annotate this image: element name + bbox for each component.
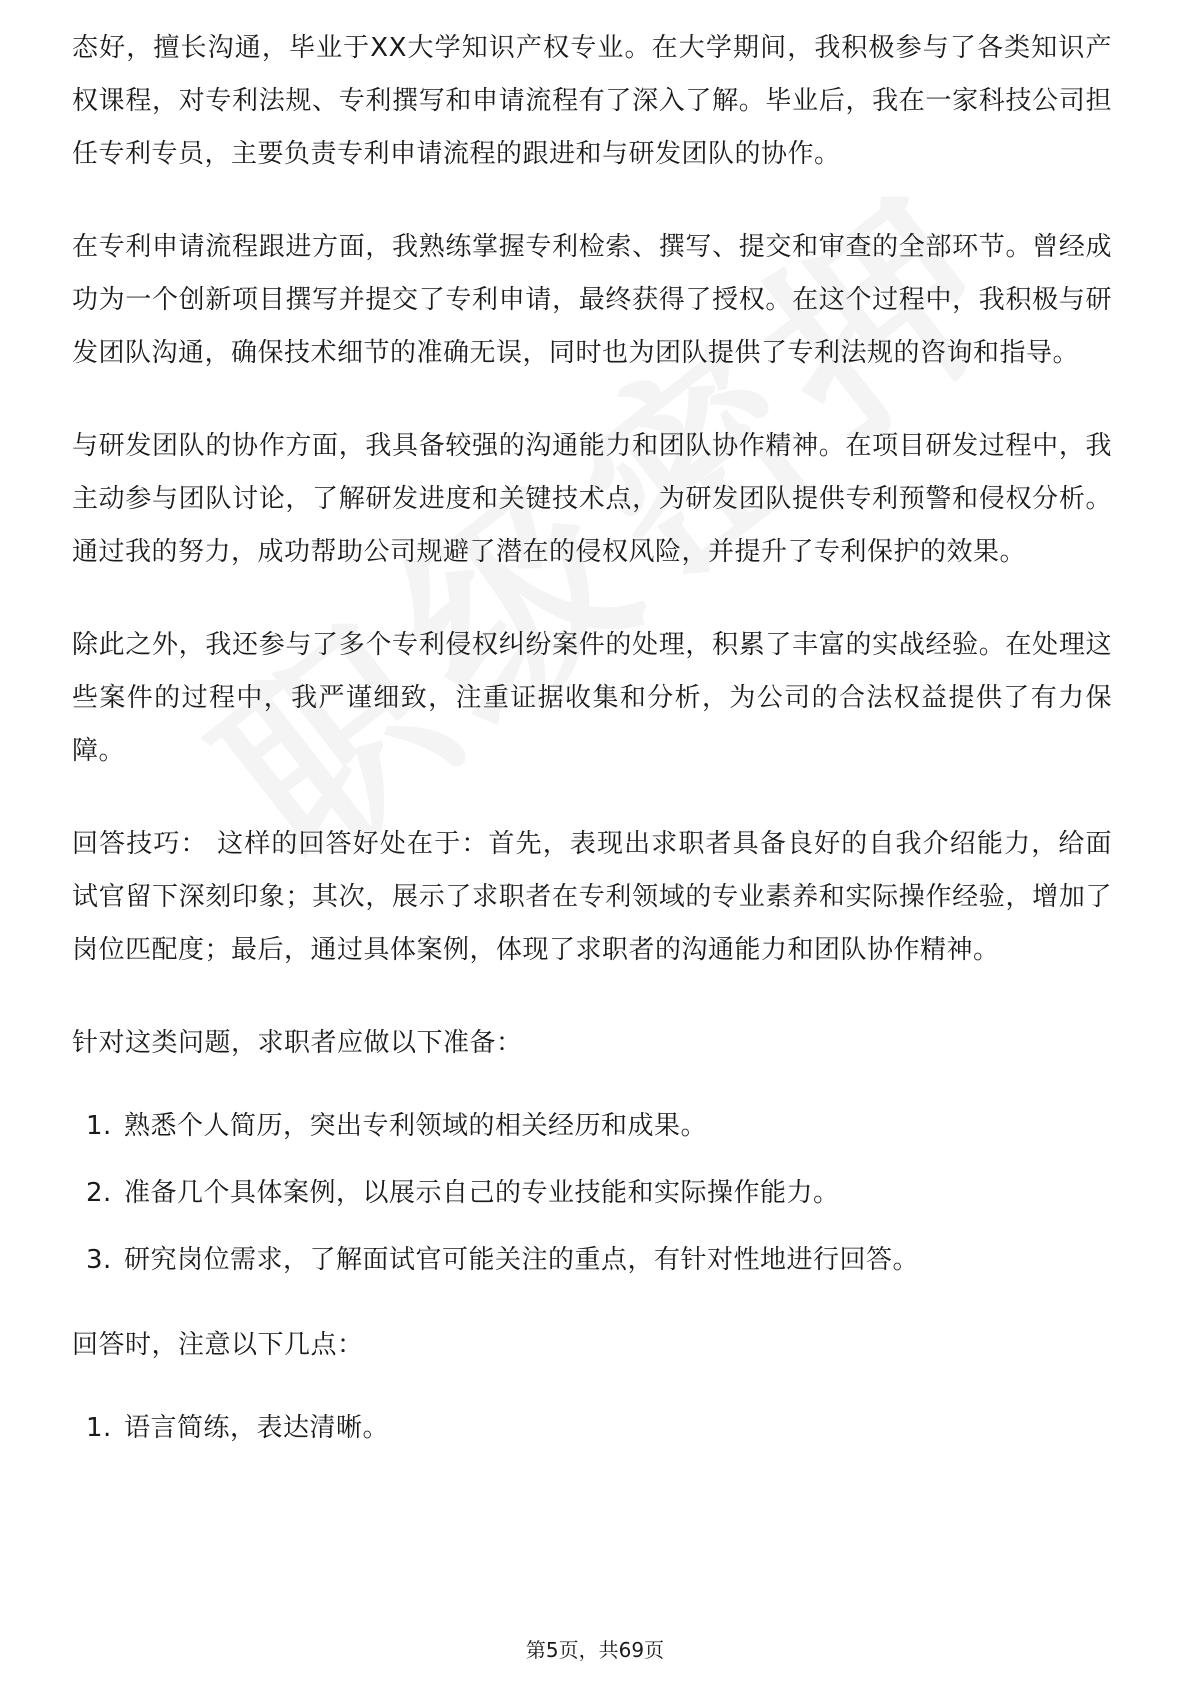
list-item (86, 1100, 1112, 1153)
list-item-text: 研究岗位需求，了解面试官可能关注的重点，有针对性地进行回答。 (124, 1245, 920, 1275)
paragraph-infringement-cases: 除此之外，我还参与了多个专利侵权纠纷案件的处理，积累了丰富的实战经验。在处理这些案件的过程中，我严谨细致，注重证据收集和分析，为公司的合法权益提供了有力保障。 (72, 630, 1112, 766)
page-number-footer: 第5页，共69页 (525, 1638, 665, 1662)
page-content (72, 22, 1112, 1487)
list-item (86, 1234, 1112, 1287)
paragraph-team-collaboration: 与研发团队的协作方面，我具备较强的沟通能力和团队协作精神。在项目研发过程中，我主动参与团队讨论，了解研发进度和关键技术点，为研发团队提供专利预警和侵权分析。通过我的努力，成功帮助公司规避了潜在的侵权风险，并提升了专利保护的效果。 (72, 431, 1112, 567)
paragraph-answer-tips: 回答技巧： 这样的回答好处在于：首先，表现出求职者具备良好的自我介绍能力，给面试官留下深刻印象；其次，展示了求职者在专利领域的专业素养和实际操作经验，增加了岗位匹配度；最后，通过具体案例，体现了求职者的沟通能力和团队协作精神。 (72, 829, 1112, 965)
list-item-number: 1. (86, 1413, 112, 1443)
list-item-text: 语言简练，表达清晰。 (124, 1413, 390, 1443)
list-item (86, 1402, 1112, 1455)
paragraph-intro-continued: 态好，擅长沟通，毕业于XX大学知识产权专业。在大学期间，我积极参与了各类知识产权课程，对专利法规、专利撰写和申请流程有了深入了解。毕业后，我在一家科技公司担任专利专员，主要负责专利申请流程的跟进和与研发团队的协作。 (72, 33, 1112, 169)
list-item-number: 3. (86, 1245, 112, 1275)
list-item (86, 1167, 1112, 1220)
preparation-list (72, 1100, 1112, 1287)
list-item-text: 准备几个具体案例，以展示自己的专业技能和实际操作能力。 (124, 1178, 840, 1208)
answer-notes-list (72, 1402, 1112, 1455)
list-item-number: 2. (86, 1178, 112, 1208)
paragraph-answer-notes-heading: 回答时，注意以下几点： (72, 1330, 364, 1360)
list-item-number: 1. (86, 1111, 112, 1141)
list-item-text: 熟悉个人简历，突出专利领域的相关经历和成果。 (124, 1111, 708, 1141)
paragraph-patent-process: 在专利申请流程跟进方面，我熟练掌握专利检索、撰写、提交和审查的全部环节。曾经成功为一个创新项目撰写并提交了专利申请，最终获得了授权。在这个过程中，我积极与研发团队沟通，确保技术细节的准确无误，同时也为团队提供了专利法规的咨询和指导。 (72, 232, 1112, 368)
paragraph-preparation-heading: 针对这类问题，求职者应做以下准备： (72, 1028, 523, 1058)
